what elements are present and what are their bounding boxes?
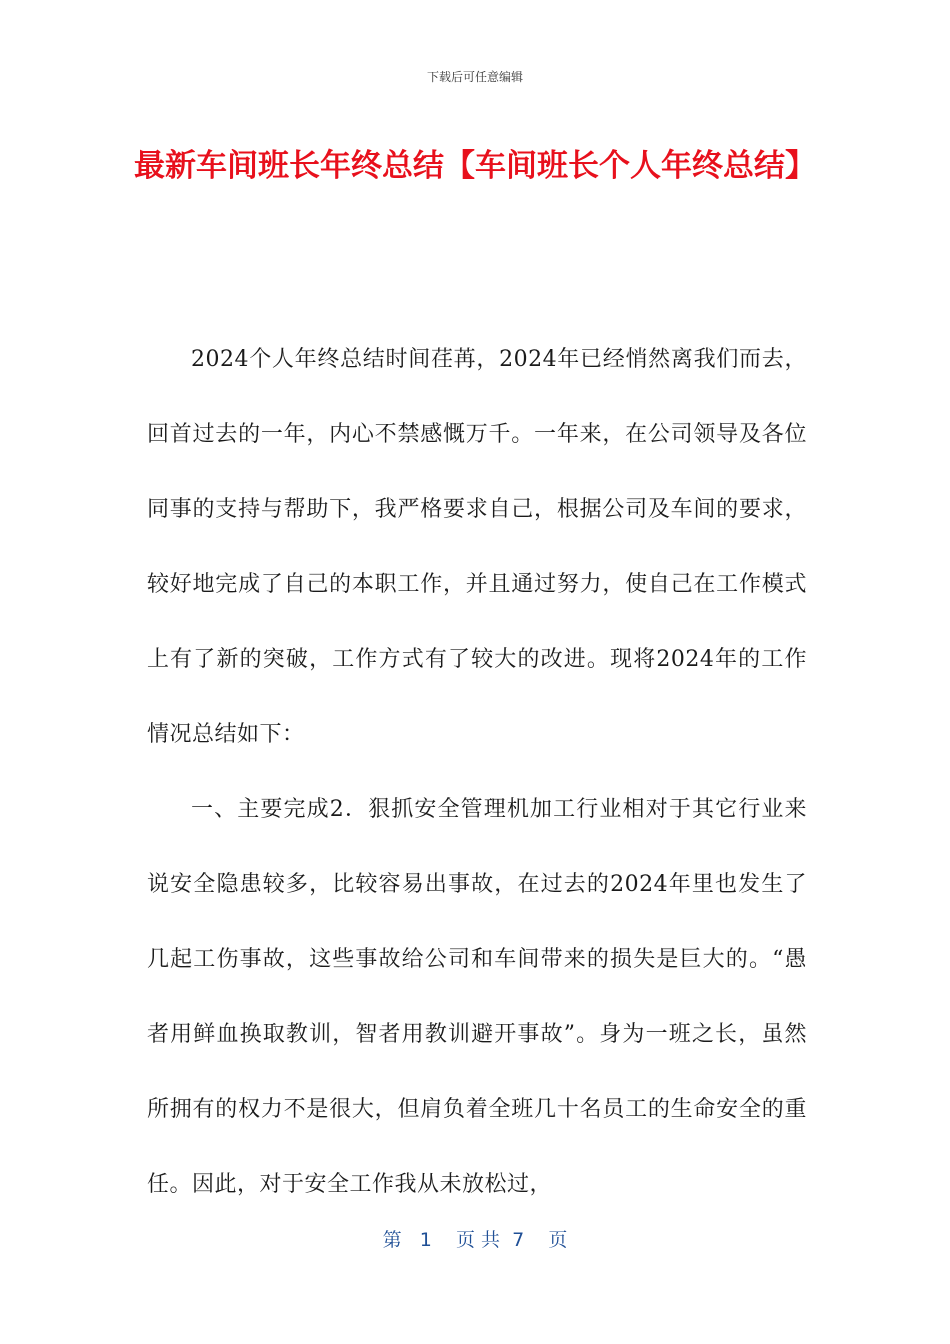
- paragraph-section-one: 一、主要完成2．狠抓安全管理机加工行业相对于其它行业来说安全隐患较多，比较容易出事故，在过去的2024年里也发生了几起工伤事故，这些事故给公司和车间带来的损失是巨大的。“愚者用鲜血换取教训，智者用教训避开事故”。身为一班之长，虽然所拥有的权力不是很大，但肩负着全班几十名员工的生命安全的重任。因此，对于安全工作我从未放松过，: [147, 797, 807, 1197]
- document-body: [147, 322, 807, 1222]
- page-number-footer: 第 1 页 共 7 页: [382, 1229, 568, 1251]
- document-title: 最新车间班长年终总结【车间班长个人年终总结】: [134, 148, 816, 184]
- header-note: 下载后可任意编辑: [426, 70, 523, 84]
- paragraph-intro: 2024个人年终总结时间荏苒，2024年已经悄然离我们而去，回首过去的一年，内心不禁感慨万千。一年来，在公司领导及各位同事的支持与帮助下，我严格要求自己，根据公司及车间的要求，较好地完成了自己的本职工作，并且通过努力，使自己在工作模式上有了新的突破，工作方式有了较大的改进。现将2024年的工作情况总结如下：: [147, 347, 807, 747]
